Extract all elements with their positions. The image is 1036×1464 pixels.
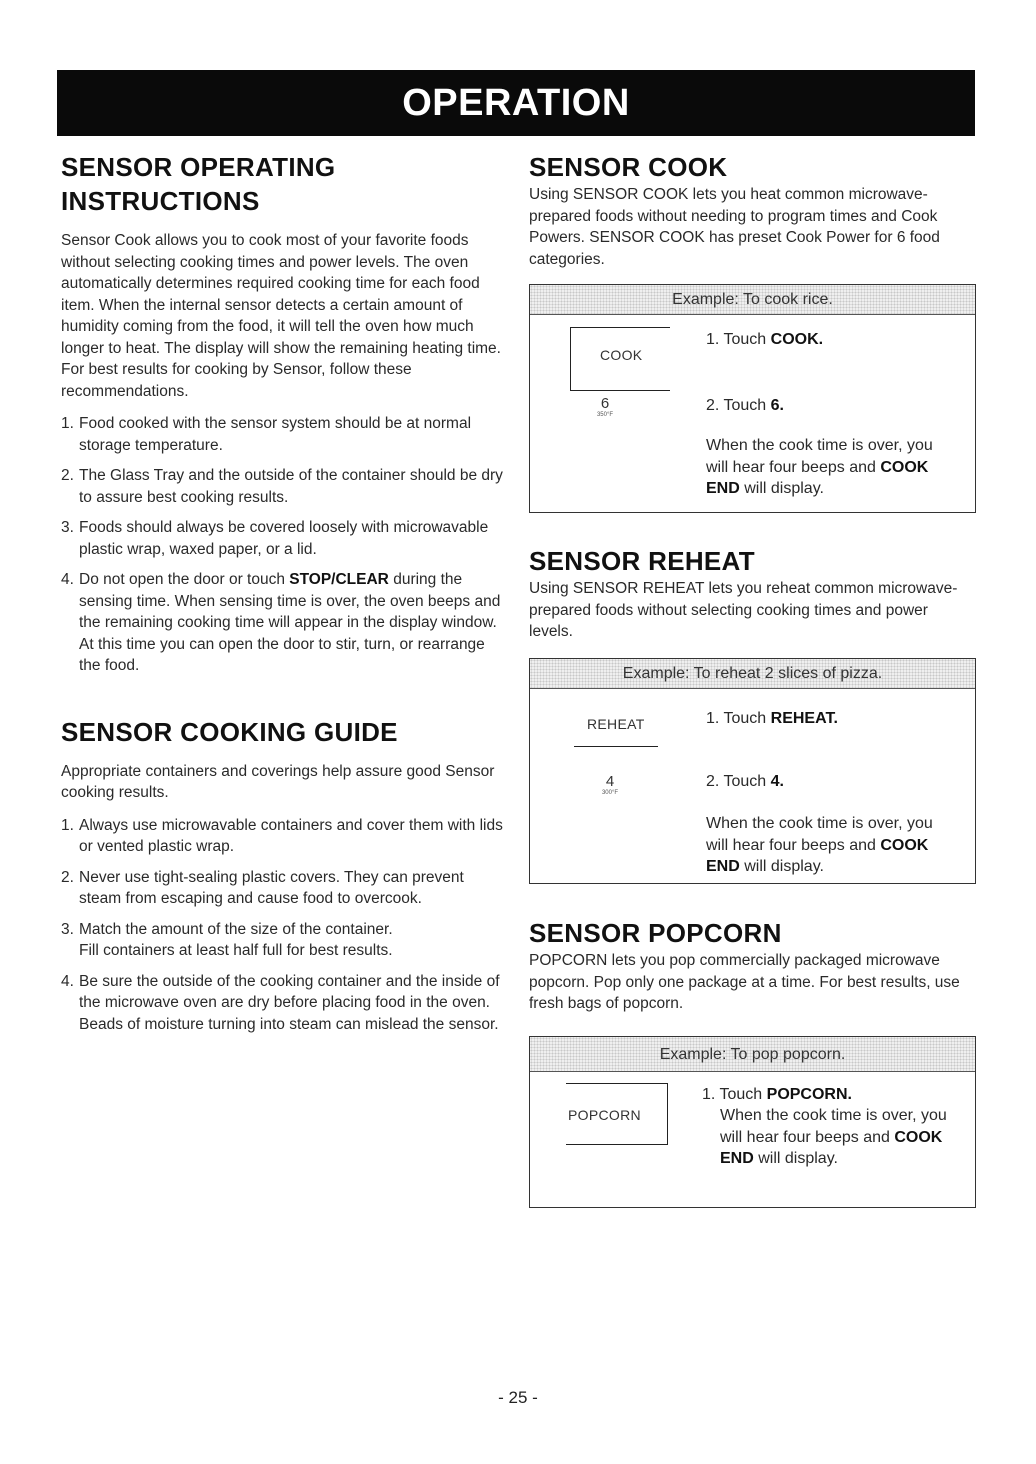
sensor-cook-intro: Using SENSOR COOK lets you heat common microwave-prepared foods without needing to program times and Cook Powers. SENSOR COOK has preset Cook Power for 6 food categories. [529,186,940,268]
divider [570,327,670,328]
list-item: 4. Be sure the outside of the cooking container and the inside of the microwave oven are dry before placing food in the oven. Beads of moisture turning into steam can mislead the sensor. [61,972,500,1033]
divider [566,1083,668,1084]
example-box-cook-rice [529,284,976,513]
sensor-popcorn-intro: POPCORN lets you pop commercially packaged microwave popcorn. Pop only one package at a time. For best results, use fresh bags of popcorn. [529,952,960,1012]
sensor-popcorn-section [529,916,976,1015]
cooking-guide-title: SENSOR COOKING GUIDE [61,716,398,747]
list-item: 4. Do not open the door or touch STOP/CLEAR during the sensing time. When sensing time is over, the oven beeps and the remaining cooking time will appear in the display window. At this time you can open the door to stir, turn, or rearrange the food. [61,571,501,674]
cook-end-note: When the cook time is over, you will hear four beeps and COOK END will display. [706,437,933,497]
sensor-operating-title: SENSOR OPERATING INSTRUCTIONS [61,152,336,216]
list-item: 1. Food cooked with the sensor system should be at normal storage temperature. [61,415,472,454]
cooking-guide-list [61,815,507,1036]
step-1-text: 1. Touch POPCORN. [702,1086,852,1103]
page-number: - 25 - [498,1388,538,1407]
list-item: 3. Match the amount of the size of the container. Fill containers at least half full for best results. [61,920,393,959]
page-title-banner: OPERATION [57,70,975,136]
step-2-text: 2. Touch 4. [706,773,784,790]
sensor-popcorn-title: SENSOR POPCORN [529,918,782,948]
sensor-reheat-title: SENSOR REHEAT [529,546,755,576]
list-item: 2. Never use tight-sealing plastic covers. They can prevent steam from escaping and cause food to overcook. [61,868,464,907]
divider [570,327,571,391]
cook-key[interactable]: COOK [600,347,643,363]
sensor-reheat-intro: Using SENSOR REHEAT lets you reheat common microwave-prepared foods without selecting cooking times and power levels. [529,580,958,640]
list-item: 2. The Glass Tray and the outside of the container should be dry to assure best cooking results. [61,467,503,506]
example-heading: Example: To pop popcorn. [530,1037,975,1072]
number-key-6[interactable]: 6 350°F [596,395,614,418]
left-column [61,150,507,1035]
list-item: 1. Always use microwavable containers and cover them with lids or vented plastic wrap. [61,816,503,855]
divider [566,1144,668,1145]
list-item: 3. Foods should always be covered loosely with microwavable plastic wrap, waxed paper, or a lid. [61,519,489,558]
step-2-text: 2. Touch 6. [706,397,784,414]
reheat-key[interactable]: REHEAT [587,716,645,732]
divider [667,1083,668,1145]
divider [574,746,658,747]
sensor-operating-intro: Sensor Cook allows you to cook most of your favorite foods without selecting cooking times and power levels. The oven automatically determines required cooking time for each food item. When the internal sensor detects a certain amount of humidity coming from the food, it will tell the oven how much longer to heat. The display will show the remaining heating time. For best results for cooking by Sensor, follow these recommendations. [61,232,501,400]
popcorn-key[interactable]: POPCORN [568,1107,641,1123]
step-1-text: 1. Touch REHEAT. [706,710,838,727]
divider [570,390,670,391]
cook-end-note: When the cook time is over, you will hear four beeps and COOK END will display. [720,1107,947,1167]
number-key-4[interactable]: 4 300°F [601,773,619,796]
sensor-reheat-section [529,544,976,643]
example-heading: Example: To cook rice. [530,285,975,315]
sensor-cook-title: SENSOR COOK [529,152,728,182]
example-heading: Example: To reheat 2 slices of pizza. [530,659,975,689]
right-column [529,150,976,270]
cook-end-note: When the cook time is over, you will hear four beeps and COOK END will display. [706,815,933,875]
cooking-guide-intro: Appropriate containers and coverings help assure good Sensor cooking results. [61,762,495,801]
step-1-text: 1. Touch COOK. [706,331,824,348]
sensor-operating-list [61,413,507,677]
example-box-pop-popcorn [529,1036,976,1208]
example-box-reheat-pizza [529,658,976,884]
